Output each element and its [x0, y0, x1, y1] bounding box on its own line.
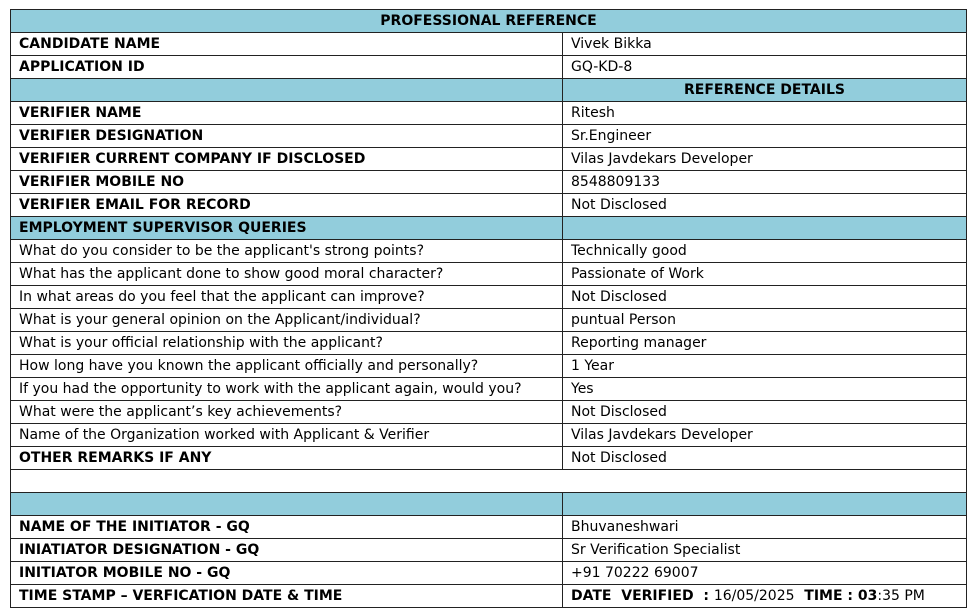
- table-row: [11, 424, 967, 447]
- table-row: [11, 148, 967, 171]
- date-verified-value: 16/05/2025: [713, 588, 795, 604]
- table-row: [11, 355, 967, 378]
- field-label: VERIFIER EMAIL FOR RECORD: [11, 194, 563, 217]
- section-header-row: [11, 217, 967, 240]
- query-answer: Reporting manager: [563, 332, 967, 355]
- table-row: [11, 447, 967, 470]
- field-label: TIME STAMP – VERFICATION DATE & TIME: [11, 585, 563, 608]
- queries-header: EMPLOYMENT SUPERVISOR QUERIES: [11, 217, 563, 240]
- table-row: [11, 102, 967, 125]
- field-label: VERIFIER NAME: [11, 102, 563, 125]
- table-row: [11, 585, 967, 608]
- field-value: Ritesh: [563, 102, 967, 125]
- query-question: What is your official relationship with the applicant?: [11, 332, 563, 355]
- table-row: [11, 332, 967, 355]
- table-row: [11, 194, 967, 217]
- field-label: CANDIDATE NAME: [11, 33, 563, 56]
- query-question: What were the applicant’s key achievements?: [11, 401, 563, 424]
- table-row: [11, 240, 967, 263]
- query-question: What is your general opinion on the Applicant/individual?: [11, 309, 563, 332]
- field-value: Vilas Javdekars Developer: [563, 148, 967, 171]
- field-label: APPLICATION ID: [11, 56, 563, 79]
- field-value: Sr.Engineer: [563, 125, 967, 148]
- query-question: What has the applicant done to show good moral character?: [11, 263, 563, 286]
- page-title: PROFESSIONAL REFERENCE: [11, 10, 967, 33]
- section-header-row: [11, 493, 967, 516]
- table-row: [11, 309, 967, 332]
- table-row: [11, 378, 967, 401]
- field-value: Bhuvaneshwari: [563, 516, 967, 539]
- table-row: [11, 56, 967, 79]
- table-row: [11, 125, 967, 148]
- section-header-blank: [563, 217, 967, 240]
- date-separator: :: [693, 588, 714, 604]
- table-row: [11, 516, 967, 539]
- table-row: [11, 263, 967, 286]
- query-answer: puntual Person: [563, 309, 967, 332]
- field-value: 8548809133: [563, 171, 967, 194]
- query-answer: Yes: [563, 378, 967, 401]
- table-row: [11, 286, 967, 309]
- field-label: VERIFIER CURRENT COMPANY IF DISCLOSED: [11, 148, 563, 171]
- query-answer: Not Disclosed: [563, 286, 967, 309]
- reference-details-header: REFERENCE DETAILS: [563, 79, 967, 102]
- section-header-row: [11, 79, 967, 102]
- table-row: [11, 33, 967, 56]
- field-label: VERIFIER DESIGNATION: [11, 125, 563, 148]
- query-answer: Vilas Javdekars Developer: [563, 424, 967, 447]
- time-label: TIME : 03: [794, 588, 878, 604]
- time-value: :35 PM: [877, 588, 925, 604]
- section-header-blank: [11, 493, 563, 516]
- professional-reference-table: [10, 9, 967, 608]
- table-row: [11, 171, 967, 194]
- section-header-blank: [563, 493, 967, 516]
- field-label: OTHER REMARKS IF ANY: [11, 447, 563, 470]
- field-label: NAME OF THE INITIATOR - GQ: [11, 516, 563, 539]
- table-row: [11, 401, 967, 424]
- field-value: +91 70222 69007: [563, 562, 967, 585]
- field-label: VERIFIER MOBILE NO: [11, 171, 563, 194]
- query-answer: Technically good: [563, 240, 967, 263]
- query-answer: Not Disclosed: [563, 401, 967, 424]
- query-answer: 1 Year: [563, 355, 967, 378]
- field-label: INITIATOR MOBILE NO - GQ: [11, 562, 563, 585]
- field-value: Not Disclosed: [563, 447, 967, 470]
- field-value: GQ-KD-8: [563, 56, 967, 79]
- query-question: In what areas do you feel that the applicant can improve?: [11, 286, 563, 309]
- section-header-blank: [11, 79, 563, 102]
- field-value: Sr Verification Specialist: [563, 539, 967, 562]
- query-question: What do you consider to be the applicant's strong points?: [11, 240, 563, 263]
- field-label: INIATIATOR DESIGNATION - GQ: [11, 539, 563, 562]
- title-row: [11, 10, 967, 33]
- timestamp-value: [563, 585, 967, 608]
- table-row: [11, 539, 967, 562]
- query-question: How long have you known the applicant officially and personally?: [11, 355, 563, 378]
- query-question: Name of the Organization worked with Applicant & Verifier: [11, 424, 563, 447]
- query-answer: Passionate of Work: [563, 263, 967, 286]
- empty-cell: [11, 470, 967, 493]
- field-value: Not Disclosed: [563, 194, 967, 217]
- empty-row: [11, 470, 967, 493]
- date-verified-label: DATE VERIFIED: [571, 588, 694, 604]
- field-value: Vivek Bikka: [563, 33, 967, 56]
- query-question: If you had the opportunity to work with the applicant again, would you?: [11, 378, 563, 401]
- table-row: [11, 562, 967, 585]
